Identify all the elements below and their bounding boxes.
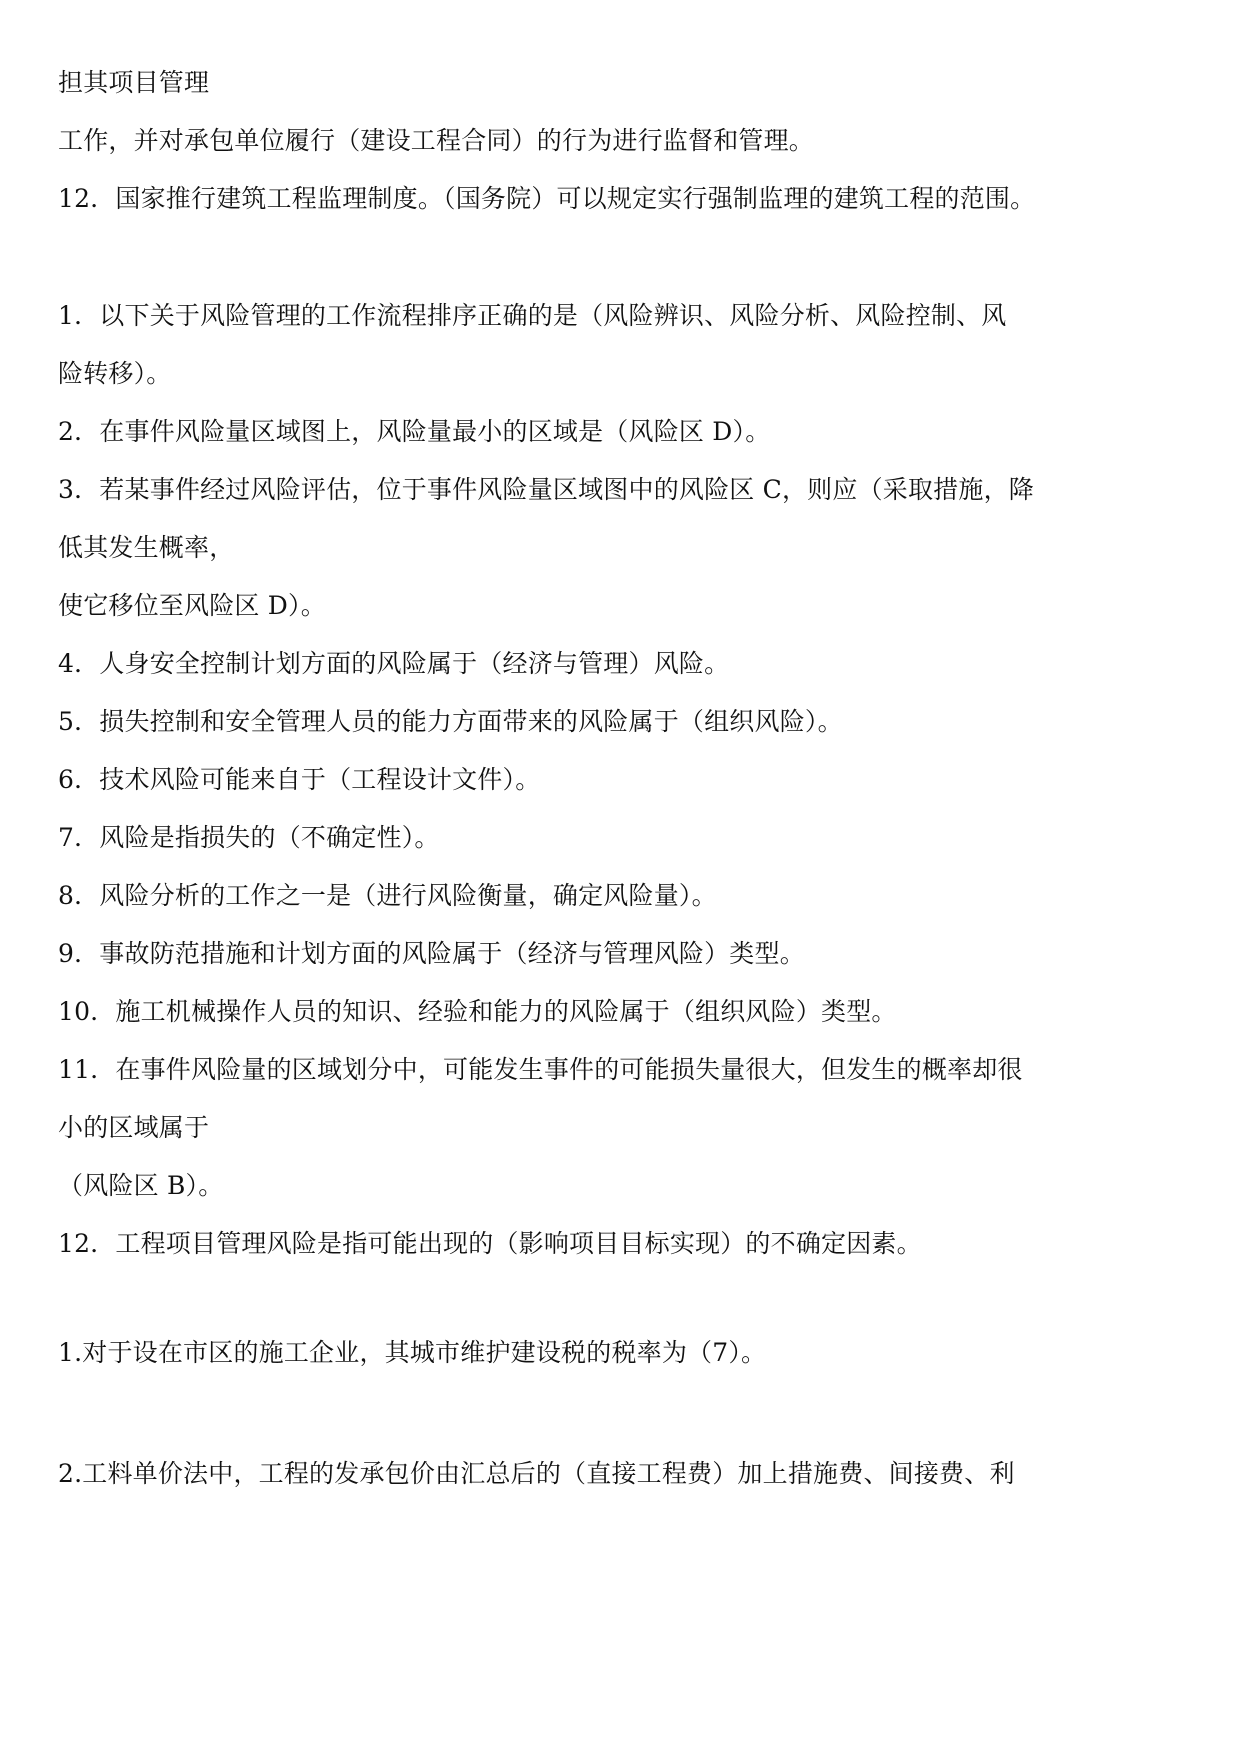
text-line: 工作，并对承包单位履行（建设工程合同）的行为进行监督和管理。 [58, 126, 815, 155]
text-line: 12．国家推行建筑工程监理制度。（国务院）可以规定实行强制监理的建筑工程的范围。 [58, 184, 1036, 213]
text-line: 低其发生概率， [58, 533, 235, 562]
text-line: 险转移）。 [58, 359, 172, 388]
text-line: 7．风险是指损失的（不确定性）。 [58, 823, 440, 852]
text-line: 小的区域属于 [58, 1113, 210, 1142]
text-line: 1．以下关于风险管理的工作流程排序正确的是（风险辨识、风险分析、风险控制、风 [58, 301, 1007, 330]
text-line: （风险区 B）。 [58, 1171, 224, 1200]
text-line: 5．损失控制和安全管理人员的能力方面带来的风险属于（组织风险）。 [58, 707, 843, 736]
text-line: 1.对于设在市区的施工企业，其城市维护建设税的税率为（7）。 [58, 1338, 767, 1367]
text-line: 10．施工机械操作人员的知识、经验和能力的风险属于（组织风险）类型。 [58, 997, 897, 1026]
text-line: 8．风险分析的工作之一是（进行风险衡量，确定风险量）。 [58, 881, 717, 910]
text-line: 2.工料单价法中，工程的发承包价由汇总后的（直接工程费）加上措施费、间接费、利 [58, 1459, 1015, 1488]
text-line: 11．在事件风险量的区域划分中，可能发生事件的可能损失量很大，但发生的概率却很 [58, 1055, 1023, 1084]
text-line: 4．人身安全控制计划方面的风险属于（经济与管理）风险。 [58, 649, 730, 678]
text-line: 12．工程项目管理风险是指可能出现的（影响项目目标实现）的不确定因素。 [58, 1229, 922, 1258]
text-line: 使它移位至风险区 D）。 [58, 591, 326, 620]
text-line: 3．若某事件经过风险评估，位于事件风险量区域图中的风险区 C，则应（采取措施，降 [58, 475, 1034, 504]
text-line: 9．事故防范措施和计划方面的风险属于（经济与管理风险）类型。 [58, 939, 805, 968]
text-line: 担其项目管理 [58, 68, 210, 97]
text-line: 2．在事件风险量区域图上，风险量最小的区域是（风险区 D）。 [58, 417, 771, 446]
text-line: 6．技术风险可能来自于（工程设计文件）。 [58, 765, 541, 794]
